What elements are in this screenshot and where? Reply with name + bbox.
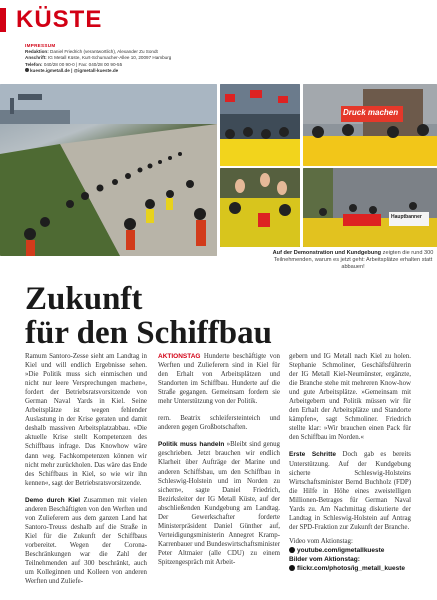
section-title: KÜSTE	[16, 6, 103, 33]
col2-paragraph: rern. Beatrix schleifersteinteich und anderen gegen Großbotschaften.	[158, 415, 280, 432]
section-accent-bar	[0, 8, 6, 32]
headline-line-2: für den Schiffbau	[25, 315, 272, 351]
crowd-illustration	[0, 84, 217, 256]
col3-paragraph: gebern und IG Metall nach Kiel zu holen. Stephanie Schmoliner, Geschäftsführerin der IG Metall Kiel-Neumünster, ergänzte, die Branche stehe mit mehreren Know-how und gute Arbeitsplätze. »Gemeinsam mit Arbeitgebern und Politik müssen wir für den Erhalt der Arbeitsplätze und Standorte kämpfen«, sagt Schmoliner. Friedrich stellte klar: »Wir brauchen einen Pack für den Schiffbau im Norden.«	[289, 353, 411, 442]
march-illustration	[303, 168, 437, 247]
flickr-icon	[289, 565, 295, 571]
demo-photo-flags	[220, 84, 300, 166]
demo-photo-fists	[220, 168, 300, 247]
article-column-3	[289, 352, 411, 573]
social-icon	[25, 68, 29, 72]
impressum-heading: IMPRESSUM	[25, 43, 56, 48]
article-column-2	[158, 352, 280, 567]
col2-paragraph: Hunderte beschäftigte von Werften und Zulieferern sind in Kiel für den Erhalt von Arbeitsplätzen und Standorten im Schiffbau. Hunderte auf die Straße gegangen. Gemeinsam fordern sie mehr Unterstützung von der Politik.	[158, 353, 280, 406]
fists-illustration	[220, 168, 300, 247]
col3-subheading: Erste Schritte	[289, 451, 337, 459]
social-link-flickr[interactable]: flickr.com/photos/ig_metall_kueste	[289, 564, 411, 573]
impressum-line: Anschrift: IG Metall Küste, Kurt-Schumacher-Allee 10, 20097 Hamburg	[25, 55, 172, 61]
col3-paragraph: Doch gab es bereits Unterstützung. Auf der Kundgebung sicherte Schleswig-Holsteins Wirtschaftsminister Bernd Buchholz (FDP) die Hilfe in Höhe eines zweistelligen Millionen-Betrages für German Naval Yards zu. Am Nachmittag diskutierte der Landtag in Schleswig-Holstein auf Antrag der SPD-Fraktion zur Zukunft der Branche.	[289, 451, 411, 531]
caption-lead: Auf der Demonstration und Kundgebung	[272, 250, 382, 256]
social-link-youtube[interactable]: youtube.com/igmetallkueste	[289, 546, 411, 555]
youtube-icon	[289, 547, 295, 553]
video-label: Video vom Aktionstag:	[289, 537, 353, 545]
col1-paragraph: Ramum Santoro-Zesse sieht am Landtag in Kiel und will endlich Ergebnisse sehen. »Die Politik muss sich einmischen und nicht nur leere Versprechungen machen«, fordert der Betriebsratsvorsitzende von German Naval Yards in Kiel. Seine Arbeitsplätze ist wegen fehlender Auslastung in der Krise geraten und damit deshalb massiven Arbeitsplatzabbau. »Die aktuelle Krise stellt Kompetenzen des Schiffbaus infrage. Das Knowhow wäre dann weg. Fachkompetenzen können wir nicht mehr zurückholen. Das wäre das Ende des Schiffbaus in Kiel, so wie wir ihn kennen«, sagt der Betriebsratsvorsitzende.	[25, 353, 147, 487]
col1-subheading: Demo durch Kiel	[25, 496, 81, 504]
banner-illustration	[303, 84, 437, 166]
impressum	[25, 43, 225, 74]
impressum-line: kueste.igmetall.de | @igmetall-kueste.de	[25, 68, 225, 74]
article-kicker: AKTIONSTAG	[158, 353, 201, 360]
caption-body: zeigten die rund 300 Teilnehmenden, warum es jetzt geht: Arbeitsplätze erhalten statt abbauen!	[273, 250, 434, 270]
col1-paragraph: Zusammen mit vielen anderen Beschäftigten von den Werften und von Zulieferern aus dem ganzen Land hat Santoro-Treuss deshalb auf die Straße in Kiel für die Zukunft der Schiffbaus vorbereitet. Wegen der Corona-Beschränkungen war die Zahl der Teilnehmenden auf 300 beschränkt, auch um Kolleginnen und Kolleen von anderen Werften und Zuliefe-	[25, 496, 147, 586]
flags-illustration	[220, 84, 300, 166]
demo-photo-main	[0, 84, 217, 256]
col2-subheading: Politik muss handeln	[158, 441, 225, 449]
impressum-line: Telefon: 040/28 00 90-0 | Fax: 040/28 00 90-55	[25, 61, 123, 67]
banner-text: Druck machen	[343, 108, 399, 117]
demo-photo-banner	[303, 84, 437, 166]
march-banner-text: Hauptbanner	[391, 214, 422, 220]
headline	[25, 282, 385, 350]
col2-paragraph: »Bleibt sind genug geschrieben. Jetzt brauchen wir endlich Klarheit über Aufträge der Marine und anderen Schiffsbau, um den Schiffbau in Schleswig-Holstein und im Norden zu sichern«, sagte Daniel Friedrich, Bezirksleiter der IG Metall Küste, auf der abschließenden Kundgebung am Landtag. Der Gewerkschafter forderte Ministerpräsident Daniel Günther auf, Verteidigungsministerin Annegret Kramp-Karrenbauer und Bundeswirtschaftsminister Peter Altmaier (alle CDU) zu einem Spitzengespräch mit Arbeit-	[158, 441, 281, 566]
headline-line-1: Zukunft	[25, 281, 143, 317]
social-label-photos: Bilder vom Aktionstag:	[289, 555, 360, 563]
photo-caption	[268, 250, 437, 271]
impressum-line: Redaktion: Daniel Friedrich (verantwortlich), Alexander Zu Sondt	[25, 49, 158, 55]
demo-photo-march	[303, 168, 437, 247]
article-column-1	[25, 352, 147, 586]
